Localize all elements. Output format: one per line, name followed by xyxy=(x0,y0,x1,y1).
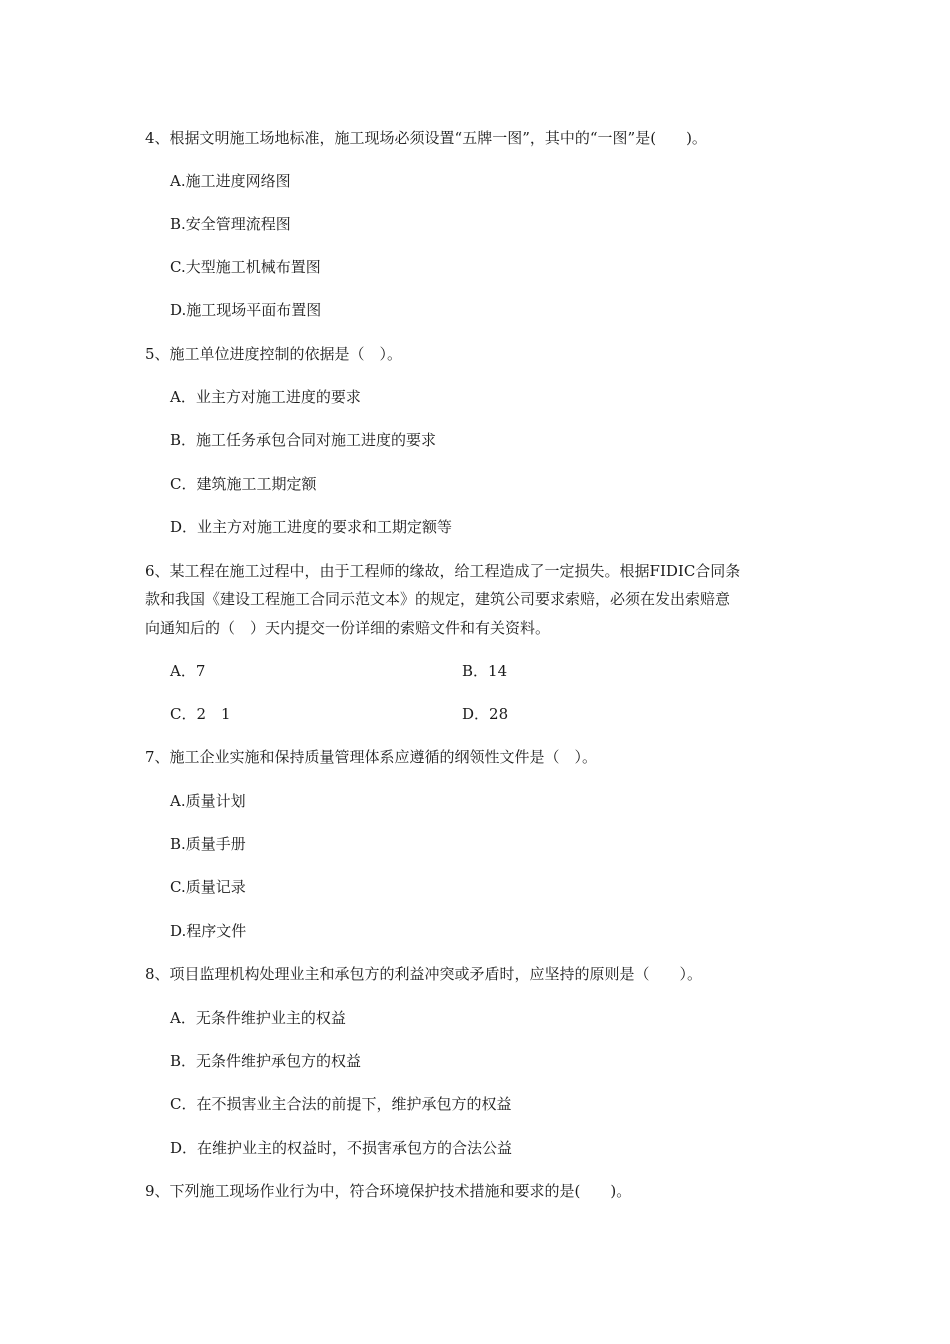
question-4-option-a: A.施工进度网络图 xyxy=(170,172,291,190)
question-7-option-b: B.质量手册 xyxy=(170,835,246,853)
question-4-option-b: B.安全管理流程图 xyxy=(170,215,291,233)
question-4-stem: 4、根据文明施工场地标准，施工现场必须设置“五牌一图”，其中的“一图”是( )。 xyxy=(145,129,707,147)
question-5-option-a: A．业主方对施工进度的要求 xyxy=(170,388,361,406)
question-4-option-c: C.大型施工机械布置图 xyxy=(170,258,321,276)
question-8-option-a: A．无条件维护业主的权益 xyxy=(170,1009,346,1027)
question-5-option-d: D．业主方对施工进度的要求和工期定额等 xyxy=(170,518,453,536)
question-6-stem-line-1: 6、某工程在施工过程中，由于工程师的缘故，给工程造成了一定损失。根据FIDIC合同条 xyxy=(145,562,741,580)
question-8-option-b: B．无条件维护承包方的权益 xyxy=(170,1052,362,1070)
question-8-option-d: D．在维护业主的权益时，不损害承包方的合法公益 xyxy=(170,1139,513,1157)
question-5-option-c: C．建筑施工工期定额 xyxy=(170,475,317,493)
question-4-option-d: D.施工现场平面布置图 xyxy=(170,301,322,319)
question-6-stem-line-3: 向通知后的（ ）天内提交一份详细的索赔文件和有关资料。 xyxy=(145,619,551,637)
question-7-option-d: D.程序文件 xyxy=(170,922,247,940)
question-6-option-d: D．28 xyxy=(462,705,509,723)
question-9-stem: 9、下列施工现场作业行为中，符合环境保护技术措施和要求的是( )。 xyxy=(145,1182,632,1200)
question-8-stem: 8、项目监理机构处理业主和承包方的利益冲突或矛盾时，应坚持的原则是（ ）。 xyxy=(145,965,703,983)
question-7-option-c: C.质量记录 xyxy=(170,878,246,896)
question-6-option-c: C．2 1 xyxy=(170,705,231,723)
question-8-option-c: C．在不损害业主合法的前提下，维护承包方的权益 xyxy=(170,1095,512,1113)
question-5-stem: 5、施工单位进度控制的依据是（ ）。 xyxy=(145,345,403,363)
question-6-option-a: A．7 xyxy=(170,662,206,680)
question-7-option-a: A.质量计划 xyxy=(170,792,246,810)
question-5-option-b: B．施工任务承包合同对施工进度的要求 xyxy=(170,431,437,449)
question-7-stem: 7、施工企业实施和保持质量管理体系应遵循的纲领性文件是（ ）。 xyxy=(145,748,598,766)
question-6-stem-line-2: 款和我国《建设工程施工合同示范文本》的规定，建筑公司要求索赔，必须在发出索赔意 xyxy=(145,590,731,608)
question-6-option-b: B．14 xyxy=(462,662,508,680)
